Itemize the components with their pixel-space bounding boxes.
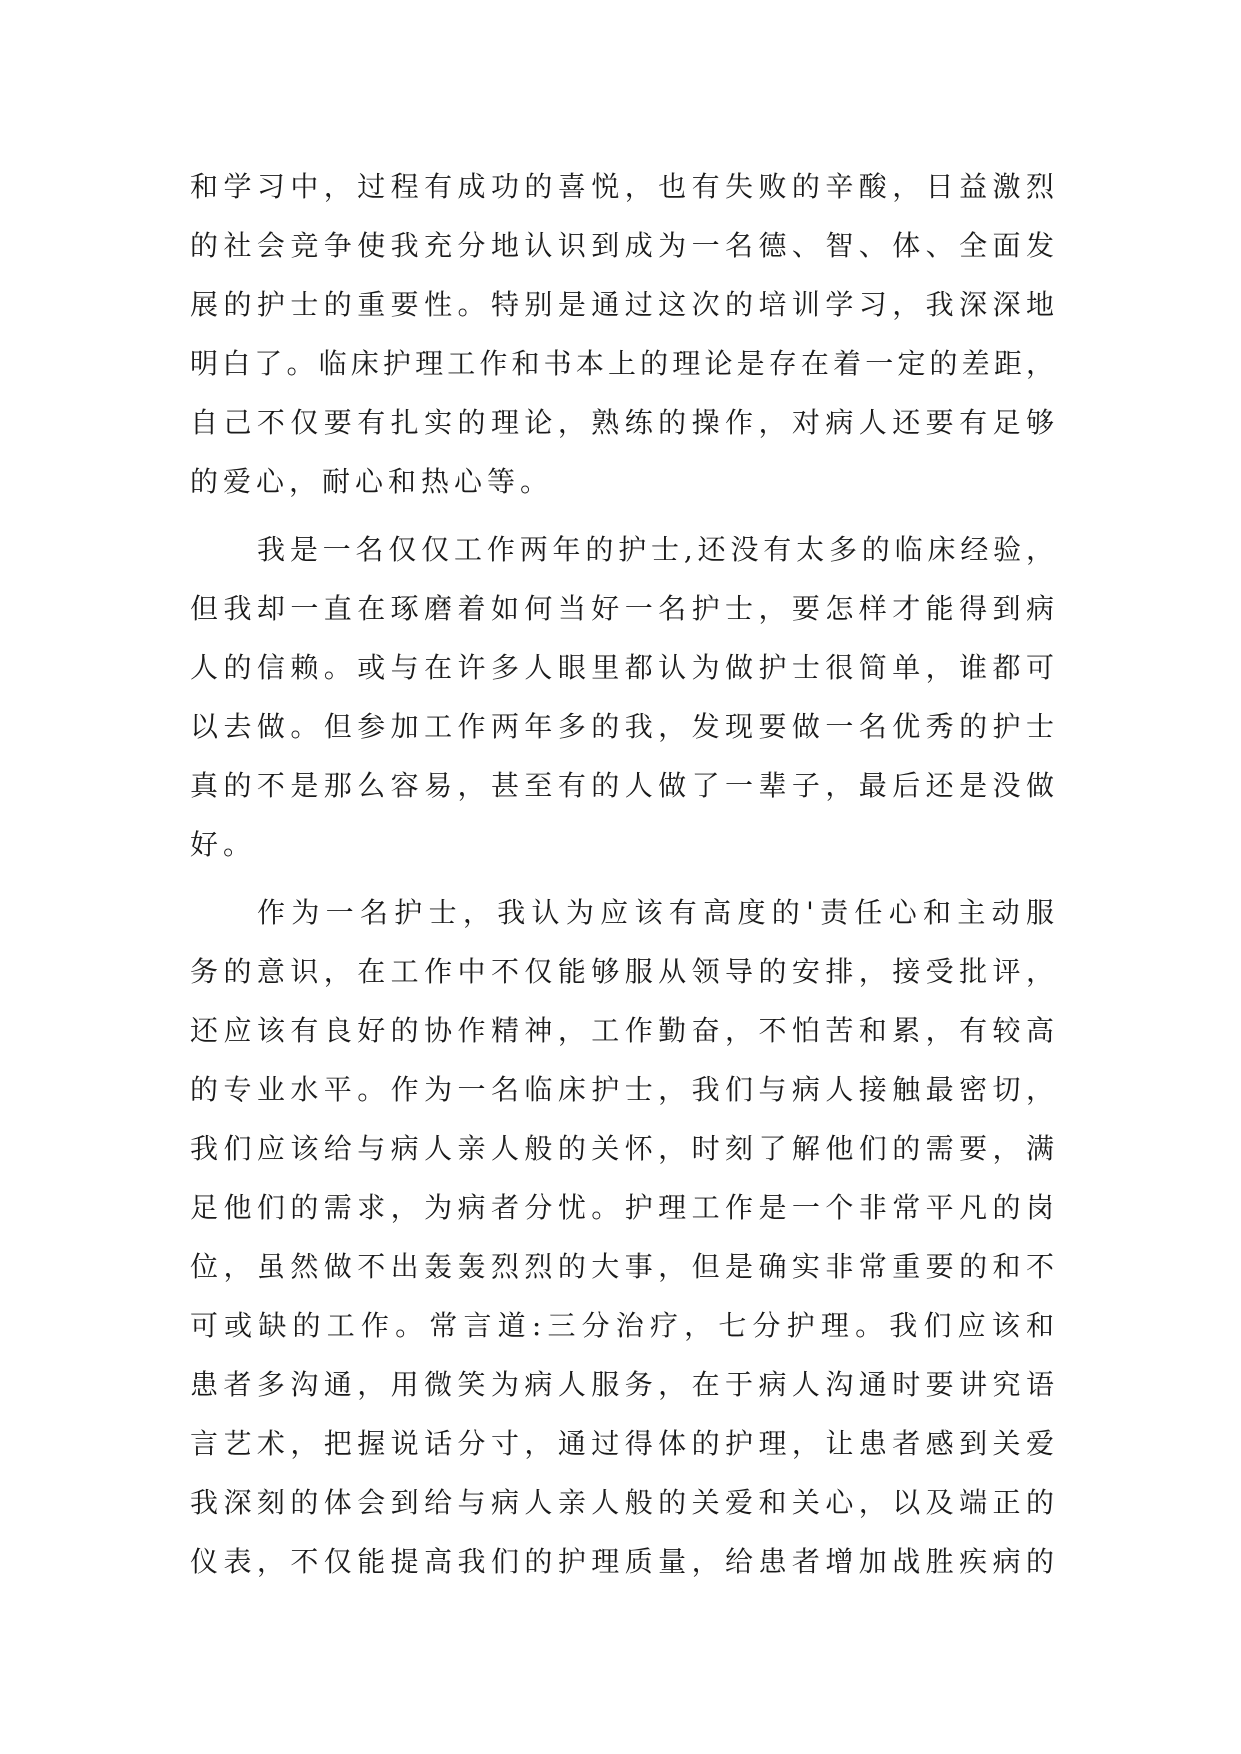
text-line: 作为一名护士，我认为应该有高度的'责任心和主动服 <box>257 896 1056 929</box>
text-line: 还应该有良好的协作精神，工作勤奋，不怕苦和累，有较高 <box>190 1014 1056 1047</box>
paragraph <box>190 157 1056 511</box>
text-line: 言艺术，把握说话分寸，通过得体的护理，让患者感到关爱 <box>190 1427 1056 1460</box>
text-line: 我是一名仅仅工作两年的护士,还没有太多的临床经验， <box>257 533 1056 566</box>
text-line: 自己不仅要有扎实的理论，熟练的操作，对病人还要有足够 <box>190 406 1056 439</box>
paragraph <box>190 520 1056 874</box>
paragraph <box>190 883 1056 1591</box>
text-line: 以去做。但参加工作两年多的我，发现要做一名优秀的护士 <box>190 710 1056 743</box>
text-line: 我们应该给与病人亲人般的关怀，时刻了解他们的需要，满 <box>190 1132 1056 1165</box>
text-line: 明白了。临床护理工作和书本上的理论是存在着一定的差距， <box>190 347 1056 380</box>
text-line: 和学习中，过程有成功的喜悦，也有失败的辛酸，日益激烈 <box>190 170 1056 203</box>
text-line: 可或缺的工作。常言道:三分治疗，七分护理。我们应该和 <box>190 1309 1056 1342</box>
text-line: 真的不是那么容易，甚至有的人做了一辈子，最后还是没做 <box>190 769 1056 802</box>
text-line: 患者多沟通，用微笑为病人服务，在于病人沟通时要讲究语 <box>190 1368 1056 1401</box>
text-line: 我深刻的体会到给与病人亲人般的关爱和关心，以及端正的 <box>190 1486 1056 1519</box>
text-line: 仪表，不仅能提高我们的护理质量，给患者增加战胜疾病的 <box>190 1545 1056 1578</box>
text-line: 位，虽然做不出轰轰烈烈的大事，但是确实非常重要的和不 <box>190 1250 1056 1283</box>
text-line: 人的信赖。或与在许多人眼里都认为做护士很简单，谁都可 <box>190 651 1056 684</box>
text-line: 好。 <box>190 828 257 861</box>
text-line: 的爱心，耐心和热心等。 <box>190 465 554 498</box>
document-body <box>190 157 1056 1591</box>
text-line: 的专业水平。作为一名临床护士，我们与病人接触最密切， <box>190 1073 1056 1106</box>
text-line: 展的护士的重要性。特别是通过这次的培训学习，我深深地 <box>190 288 1056 321</box>
text-line: 的社会竞争使我充分地认识到成为一名德、智、体、全面发 <box>190 229 1056 262</box>
text-line: 务的意识，在工作中不仅能够服从领导的安排，接受批评， <box>190 955 1056 988</box>
text-line: 足他们的需求，为病者分忧。护理工作是一个非常平凡的岗 <box>190 1191 1056 1224</box>
text-line: 但我却一直在琢磨着如何当好一名护士，要怎样才能得到病 <box>190 592 1056 625</box>
